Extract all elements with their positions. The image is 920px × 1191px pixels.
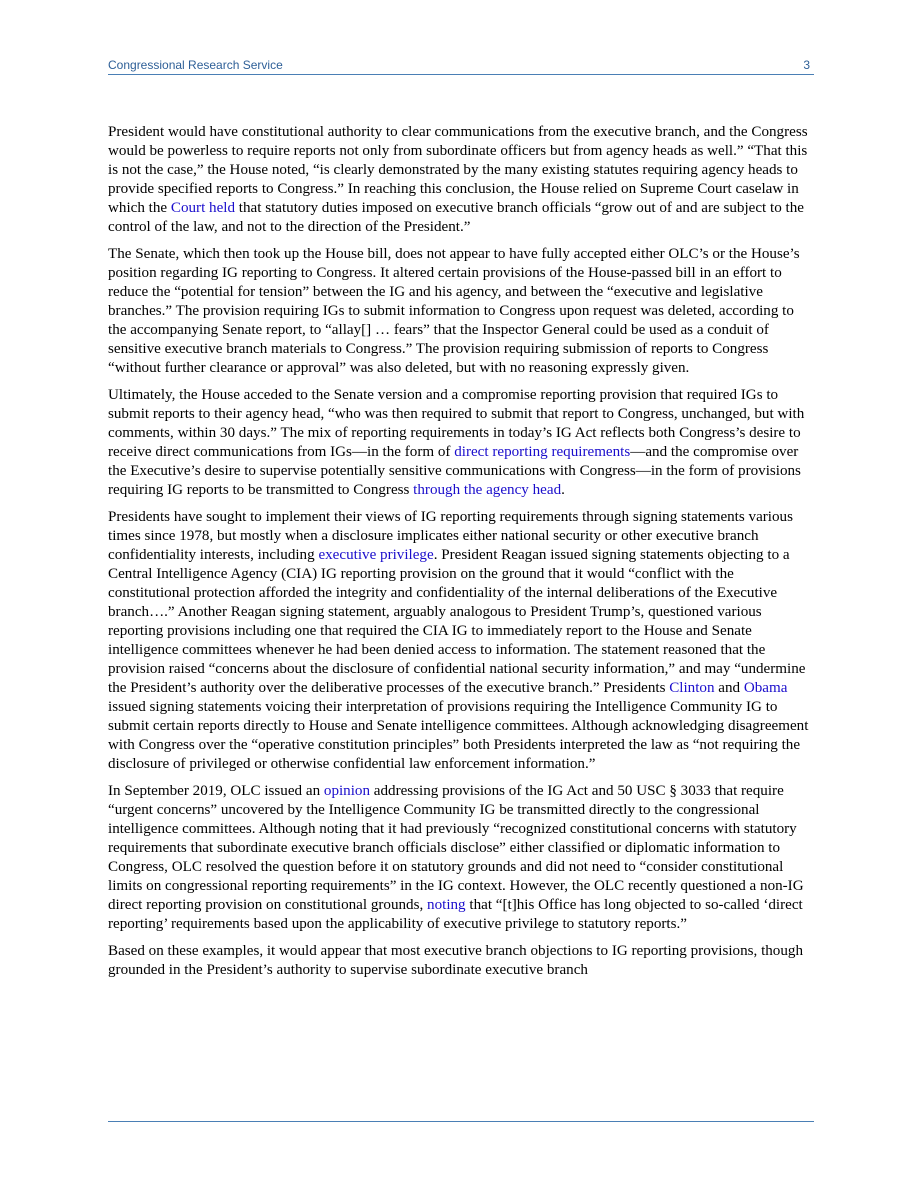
body-paragraph	[108, 123, 814, 237]
body-paragraph	[108, 508, 814, 774]
body-paragraph	[108, 782, 814, 934]
page-header	[108, 58, 814, 75]
body-paragraph	[108, 245, 814, 378]
hyperlink[interactable]: Court held	[170, 200, 236, 216]
paragraph-text: that statutory duties imposed on executive branch officials “grow out of and are subject to the control of the law, and not to the direction of the President.”	[108, 200, 804, 235]
header-organization: Congressional Research Service	[108, 58, 283, 72]
paragraph-text: addressing provisions of the IG Act and 50 USC § 3033 that require “urgent concerns” uncovered by the Intelligence Community IG be transmitted directly to the congressional intelligence committees. Although noting that it had previously “recognized constitutional concerns with statutory requirements that subordinate executive branch officials disclose” either classified or diplomatic information to Congress, OLC resolved the question before it on statutory grounds and did not need to “consider constitutional limits on congressional reporting requirements” in the IG context. However, the OLC recently questioned a non-IG direct reporting provision on constitutional grounds,	[108, 783, 804, 913]
paragraph-text: and	[714, 680, 744, 696]
document-body	[108, 123, 814, 988]
body-paragraph	[108, 942, 814, 980]
hyperlink[interactable]: direct reporting requirements	[454, 444, 631, 460]
body-paragraph	[108, 386, 814, 500]
hyperlink[interactable]: Clinton	[669, 680, 715, 696]
paragraph-text: Ultimately, the House acceded to the Senate version and a compromise reporting provision that required IGs to submit reports to their agency head, “who was then required to submit that report to Congress, unchanged, but with comments, within 30 days.” The mix of reporting requirements in today’s IG Act reflects both Congress’s desire to receive direct communications from IGs—in the form of	[108, 387, 805, 460]
hyperlink[interactable]: noting	[427, 897, 466, 913]
hyperlink[interactable]: executive privilege	[318, 547, 434, 563]
paragraph-text: . President Reagan issued signing statements objecting to a Central Intelligence Agency (CIA) IG reporting provision on the ground that it would “conflict with the constitutional protection afforded the integrity and confidentiality of the internal deliberations of the Executive branch….” Another Reagan signing statement, arguably analogous to President Trump’s, questioned various reporting provisions including one that required the CIA IG to immediately report to the House and Senate intelligence committees whenever he had been denied access to information. The statement reasoned that the provision raised “concerns about the disclosure of confidential national security information,” and may “undermine the President’s authority over the deliberative processes of the executive branch.” Presidents	[108, 547, 806, 696]
hyperlink[interactable]: opinion	[323, 783, 371, 799]
paragraph-text: issued signing statements voicing their interpretation of provisions requiring the Intelligence Community IG to submit certain reports directly to House and Senate intelligence committees. Although acknowledging disagreement with Congress over the “operative constitution principles” both Presidents interpreted the law as “not requiring the disclosure of privileged or otherwise confidential law enforcement information.”	[108, 699, 809, 772]
paragraph-text: that “[t]his Office has long objected to so-called ‘direct reporting’ requirements based upon the applicability of executive privilege to statutory reports.”	[108, 897, 803, 932]
page-number: 3	[803, 58, 810, 72]
hyperlink[interactable]: through the agency head	[413, 482, 562, 498]
paragraph-text: The Senate, which then took up the House bill, does not appear to have fully accepted either OLC’s or the House’s position regarding IG reporting to Congress. It altered certain provisions of the House-passed bill in an effort to reduce the “potential for tension” between the IG and his agency, and between the “executive and legislative branches.” The provision requiring IGs to submit information to Congress upon request was deleted, according to the accompanying Senate report, to “allay[] … fears” that the Inspector General could be used as a conduit of sensitive executive branch materials to Congress.” The provision requiring submission of reports to Congress “without further clearance or approval” was also deleted, but with no reasoning expressly given.	[108, 246, 800, 376]
paragraph-text: —and the compromise over the Executive’s desire to supervise potentially sensitive communications with Congress—in the form of provisions requiring IG reports to be transmitted to Congress	[108, 444, 801, 498]
hyperlink[interactable]: Obama	[743, 680, 788, 696]
paragraph-text: Presidents have sought to implement their views of IG reporting requirements through signing statements various times since 1978, but mostly when a disclosure implicates either national security or other executive branch confidentiality interests, including	[108, 509, 793, 563]
paragraph-text: Based on these examples, it would appear that most executive branch objections to IG reporting provisions, though grounded in the President’s authority to supervise subordinate executive branch	[108, 943, 803, 978]
footer-rule	[108, 1121, 814, 1122]
paragraph-text: President would have constitutional authority to clear communications from the executive branch, and the Congress would be powerless to require reports not only from subordinate officers but from agency heads as well.” “That this is not the case,” the House noted, “is clearly demonstrated by the many existing statutes requiring agency heads to provide specified reports to Congress.” In reaching this conclusion, the House relied on Supreme Court caselaw in which the	[108, 124, 808, 216]
paragraph-text: .	[561, 482, 565, 498]
paragraph-text: In September 2019, OLC issued an	[108, 783, 324, 799]
